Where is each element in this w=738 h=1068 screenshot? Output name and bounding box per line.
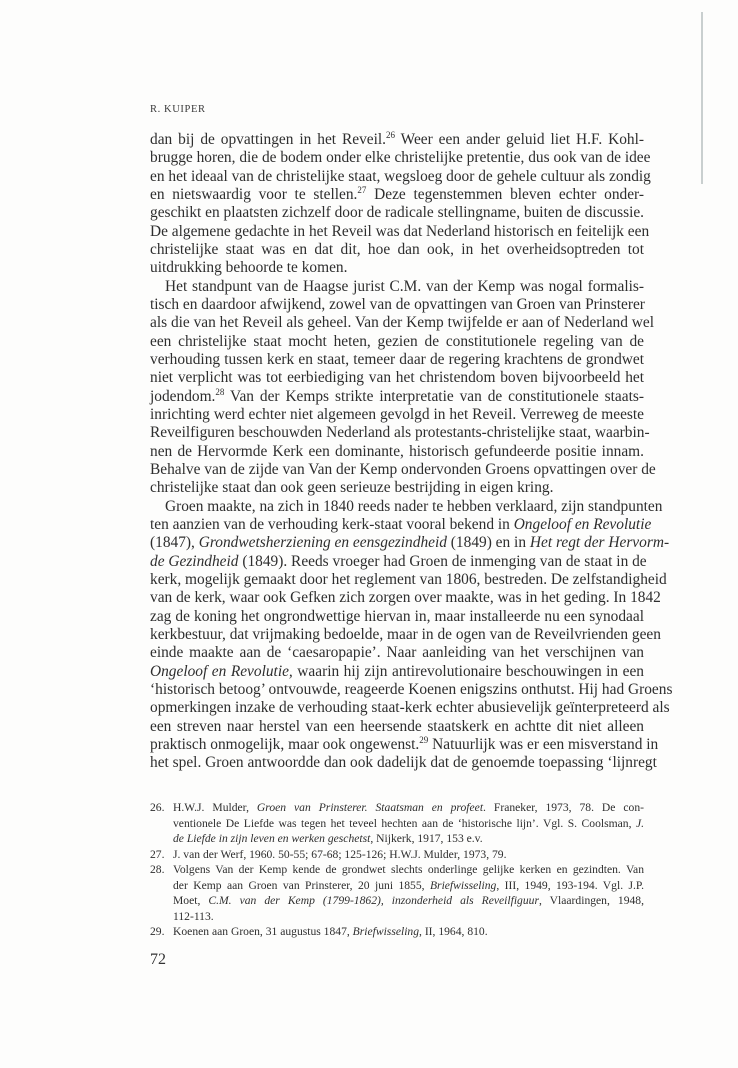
- text-segment: een streven naar herstel van een heersende staatskerk en achtte dit niet alleen: [150, 717, 644, 735]
- text-line: [150, 259, 644, 277]
- text-line: [150, 534, 670, 552]
- footnote-line: [173, 862, 644, 878]
- text-segment: ventionele De Liefde was tegen het teveel hechten aan de ‘historische lijn’. Vgl. S. Coolsman,: [173, 816, 636, 830]
- text-segment: Reveilfiguren beschouwden Nederland als protestants-christelijke staat, waarbin-: [150, 424, 650, 442]
- text-segment: en nietswaardig voor te stellen.: [150, 185, 358, 203]
- text-line: [150, 479, 644, 497]
- footnote-line: [173, 909, 644, 925]
- text-segment: christelijke staat dan ook geen serieuze bestrijding in eigen kring.: [150, 479, 554, 497]
- footnote-text: [173, 862, 644, 924]
- italic-title: Briefwisseling: [352, 925, 420, 938]
- text-line: [150, 460, 656, 479]
- italic-title: J.: [635, 816, 644, 830]
- text-line: [150, 241, 644, 259]
- text-segment: opmerkingen inzake de verhouding staat-kerk echter abusievelijk geïnterpreteerd als: [150, 699, 670, 717]
- footnote-line: [173, 847, 644, 863]
- text-line: [150, 497, 663, 516]
- text-line: [150, 388, 644, 406]
- footnote-line: [173, 878, 644, 894]
- text-line: [150, 333, 644, 351]
- italic-title: Briefwisseling: [429, 878, 497, 892]
- footnote-text: [173, 800, 644, 847]
- footnote-line: [173, 831, 644, 847]
- text-line: [150, 570, 667, 589]
- text-segment: kerkbestuur, dat vrijmaking bedoelde, maar in de ogen van de Reveilvrienden geen: [150, 625, 661, 643]
- footnote-line: [173, 816, 644, 832]
- scan-edge-line: [701, 12, 703, 184]
- page-number: 72: [150, 951, 166, 968]
- text-segment: brugge horen, die de bodem onder elke christelijke pretentie, dus ook van de idee: [150, 149, 651, 167]
- text-segment: Het standpunt van de Haagse jurist C.M. van der Kemp was nogal formalis-: [165, 277, 644, 295]
- text-segment: , III, 1949, 193-194. Vgl. J.P.: [496, 878, 644, 892]
- text-segment: inrichting werd echter niet algemeen gevolgd in het Reveil. Verreweg de meeste: [150, 405, 644, 423]
- text-segment: christelijke staat was en dat dit, hoe dan ook, in het overheidsoptreden tot: [150, 240, 644, 258]
- italic-title: C.M. van der Kemp (1799-1862), inzonderheid als Reveilfiguur: [208, 894, 539, 907]
- text-segment: (1849) en in: [446, 534, 530, 552]
- text-line: [150, 515, 652, 534]
- text-segment: . Franeker, 1973, 78. De con-: [483, 801, 644, 814]
- text-segment: Van der Kemps strikte interpretatie van de constitutionele staats-: [224, 387, 644, 405]
- text-segment: De algemene gedachte in het Reveil was dat Nederland historisch en feitelijk een: [150, 222, 650, 240]
- running-head: R. KUIPER: [150, 104, 206, 115]
- italic-title: Het regt der Hervorm-: [529, 534, 670, 552]
- footnote-number: 29.: [150, 925, 165, 938]
- text-segment: praktisch onmogelijk, maar ook ongewenst.: [150, 735, 420, 753]
- text-segment: van de kerk, waar ook Gefken zich zorgen over maakte, was in het geding. In 1842: [150, 589, 661, 607]
- text-segment: uitdrukking behoorde te komen.: [150, 259, 348, 277]
- text-segment: der Kemp aan Groen van Prinsterer, 20 juni 1855,: [173, 878, 430, 892]
- text-line: [150, 754, 657, 772]
- text-line: [150, 369, 644, 387]
- text-line: [150, 424, 650, 442]
- text-segment: en het ideaal van de christelijke staat, wegsloeg door de gehele cultuur als zondig: [150, 167, 651, 185]
- text-segment: tisch en daardoor afwijkend, zowel van de opvattingen van Groen van Prinsterer: [150, 295, 645, 313]
- text-segment: J. van der Werf, 1960. 50-55; 67-68; 125-126; H.W.J. Mulder, 1973, 79.: [173, 847, 507, 861]
- text-line: [150, 314, 654, 332]
- text-line: [150, 149, 651, 167]
- text-segment: H.W.J. Mulder,: [173, 801, 257, 814]
- text-line: [150, 718, 644, 736]
- text-segment: Behalve van de zijde van Van der Kemp ondervonden Groens opvattingen over de: [150, 460, 656, 478]
- text-line: [150, 167, 651, 186]
- body-text: [150, 130, 673, 772]
- text-segment: , Nijkerk, 1917, 153 e.v.: [370, 832, 483, 845]
- text-line: [150, 204, 644, 222]
- footnote-text: [173, 924, 644, 940]
- text-segment: dan bij de opvattingen in het Reveil.: [150, 131, 387, 148]
- footnote-reference: 28: [215, 386, 225, 397]
- footnote: [150, 847, 644, 863]
- footnote-reference: 27: [357, 184, 367, 195]
- footnote: [150, 924, 644, 940]
- footnote-line: [173, 800, 644, 816]
- text-segment: ten aanzien van de verhouding kerk-staat vooral bekend in: [150, 515, 514, 533]
- text-segment: (1849). Reeds vroeger had Groen de inmenging van de staat in de: [238, 552, 647, 570]
- text-line: [150, 351, 644, 369]
- text-line: [150, 608, 644, 626]
- text-segment: Deze tegenstemmen bleven echter onder-: [366, 185, 644, 203]
- italic-title: de Gezindheid: [150, 552, 239, 570]
- text-line: [150, 663, 644, 681]
- footnote-reference: 26: [386, 130, 396, 140]
- text-line: [150, 734, 659, 754]
- italic-title: Groen van Prinsterer. Staatsman en profeet: [256, 801, 484, 814]
- footnote-reference: 29: [419, 734, 429, 745]
- text-line: [150, 625, 661, 644]
- footnote-number: 26.: [150, 801, 165, 814]
- footnote-number: 27.: [150, 847, 165, 861]
- footnote: [150, 862, 644, 924]
- text-segment: het spel. Groen antwoordde dan ook dadelijk dat de genoemde toepassing ‘lijnregt: [150, 754, 657, 772]
- text-segment: Moet,: [173, 894, 209, 907]
- text-line: [150, 222, 650, 241]
- text-line: [150, 296, 644, 314]
- text-segment: nen de Hervormde Kerk een dominante, historisch gefundeerde positie innam.: [150, 442, 644, 460]
- text-segment: Weer een ander geluid liet H.F. Kohl-: [395, 131, 644, 148]
- text-segment: een christelijke staat mocht heten, gezien de constitutionele regeling van de: [150, 332, 644, 350]
- text-line: [150, 552, 647, 571]
- text-segment: , Vlaardingen, 1948,: [538, 894, 644, 907]
- text-line: [150, 644, 644, 662]
- italic-title: de Liefde in zijn leven en werken geschetst: [173, 832, 371, 845]
- text-segment: verhouding tussen kerk en staat, temeer daar de regering krachtens de grondwet: [150, 350, 644, 368]
- text-line: [150, 680, 673, 699]
- footnote-number: 28.: [150, 863, 165, 876]
- text-segment: zag de koning het ongrondwettige hiervan in, maar installeerde nu een synodaal: [150, 607, 644, 625]
- text-segment: Volgens Van der Kemp kende de grondwet slechts onderlinge gelijke kerken en gezindten. Van: [173, 863, 644, 876]
- footnote-line: [173, 893, 644, 909]
- text-segment: jodendom.: [150, 387, 216, 405]
- text-segment: einde maakte aan de ‘caesaropapie’. Naar aanleiding van het verschijnen van: [150, 644, 644, 662]
- text-line: [150, 589, 661, 607]
- text-line: [150, 443, 644, 461]
- text-segment: , II, 1964, 810.: [419, 925, 488, 938]
- text-segment: 112-113.: [173, 909, 214, 923]
- footnote: [150, 800, 644, 847]
- italic-title: Ongeloof en Revolutie: [513, 515, 652, 533]
- italic-title: Ongeloof en Revolutie,: [150, 662, 293, 680]
- text-segment: Groen maakte, na zich in 1840 reeds nader te hebben verklaard, zijn standpunten: [165, 497, 663, 515]
- text-segment: geschikt en plaatsten zichzelf door de radicale stellingname, buiten de discussie.: [150, 204, 645, 222]
- text-line: [150, 699, 670, 717]
- footnotes: [150, 800, 644, 940]
- text-line: [150, 186, 644, 204]
- italic-title: Grondwetsherziening en eensgezindheid: [198, 534, 447, 552]
- text-line: [150, 131, 644, 149]
- text-segment: als die van het Reveil als geheel. Van der Kemp twijfelde er aan of Nederland wel: [150, 314, 654, 332]
- footnote-text: [173, 847, 644, 863]
- text-segment: waarin hij zijn antirevolutionaire beschouwingen in een: [292, 662, 644, 680]
- footnote-line: [173, 924, 644, 940]
- text-line: [150, 278, 644, 296]
- text-segment: kerk, mogelijk gemaakt door het reglement van 1806, bestreden. De zelfstandigheid: [150, 570, 667, 588]
- text-segment: ‘historisch betoog’ ontvouwde, reageerde Koenen enigszins onthutst. Hij had Groens: [150, 680, 673, 698]
- text-line: [150, 406, 644, 424]
- text-segment: Koenen aan Groen, 31 augustus 1847,: [173, 925, 353, 938]
- text-segment: niet verplicht was tot eerbiediging van het christendom boven bijvoorbeeld het: [150, 369, 644, 387]
- text-segment: Natuurlijk was er een misverstand in: [428, 735, 659, 753]
- text-segment: (1847),: [150, 534, 199, 552]
